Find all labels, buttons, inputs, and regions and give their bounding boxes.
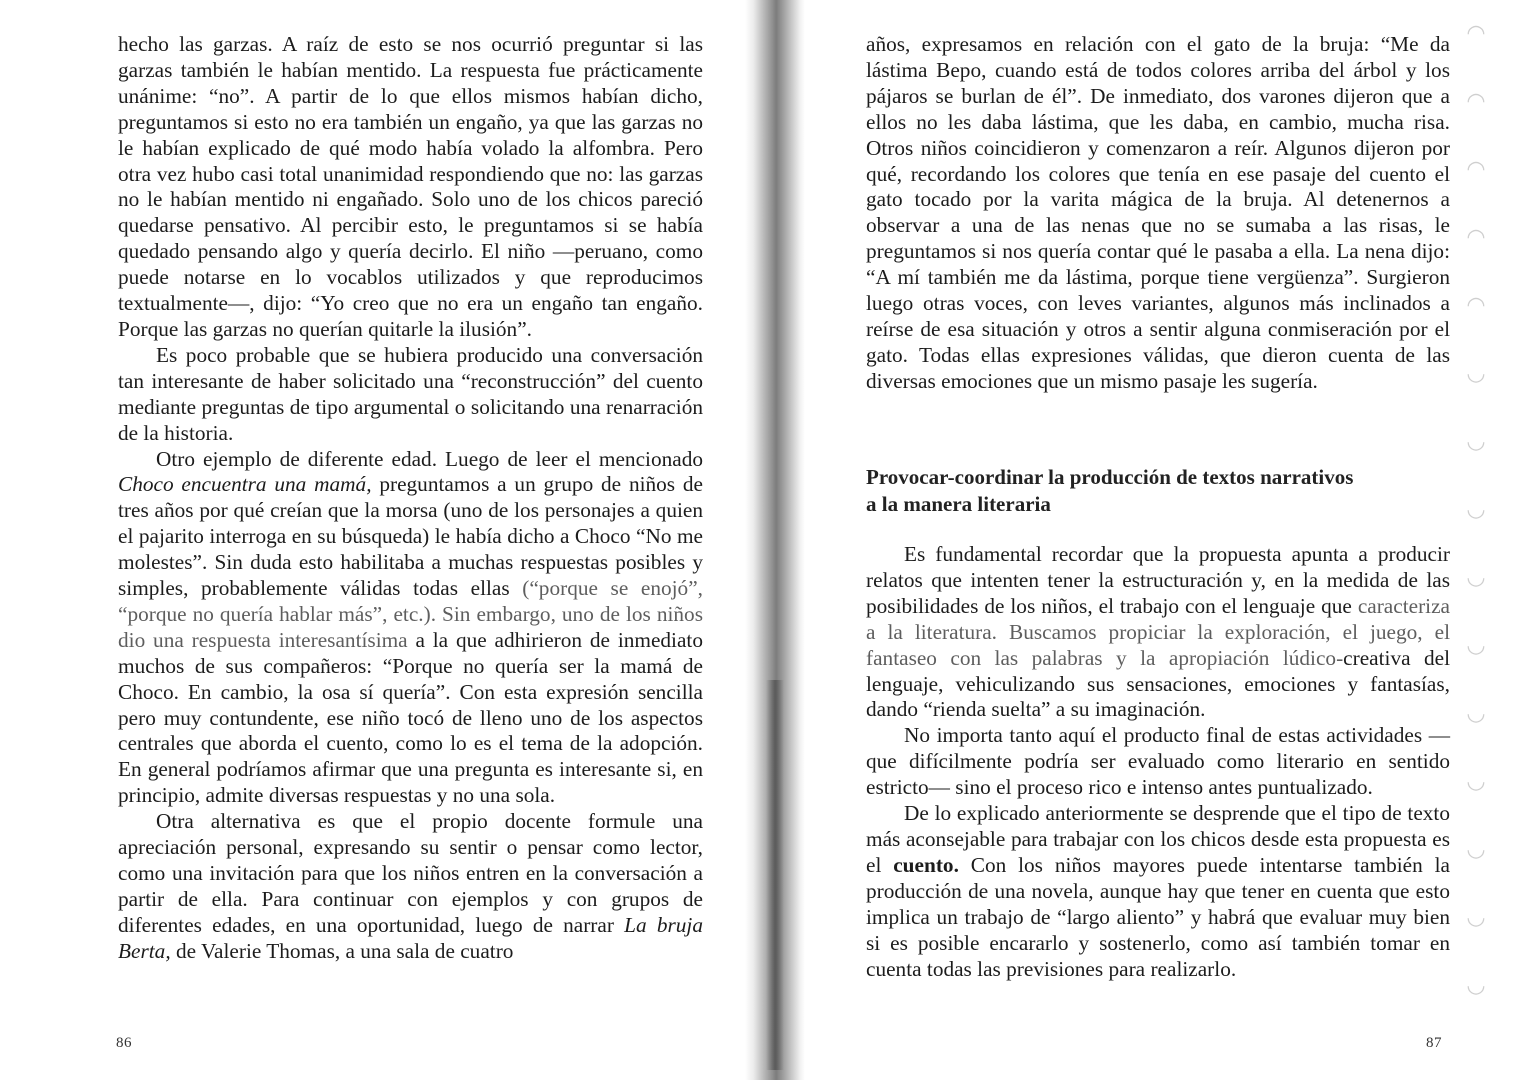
text-run: Con los niños mayores puede intentarse también la producción de una novela, aunque hay que tener en cuenta que esto implica un trabajo de “largo aliento” y habrá que evaluar muy bien si es posible encararlo y sostenerlo, como así también tomar en cuenta todas las previsiones para realizarlo. xyxy=(866,852,1450,981)
text-run: a la que adhirieron de inmediato muchos de sus compañeros: “Porque no quería ser la mamá de Choco. En cambio, la osa sí quería”. Con esta expresión sencilla pero muy contundente, ese niño tocó de lleno uno de los aspectos centrales que aborda el cuento, como lo es el tema de la adopción. En general podríamos afirmar que una pregunta es interesante si, en principio, admite diversas respuestas y no una sola. xyxy=(118,627,703,808)
text-run: preguntamos a un grupo de niños de tres años por qué creían que la morsa (uno de los personajes a quien el pajarito interroga en su búsqueda) le había dicho a Choco “No me molestes”. Sin duda esto habilitaba a muchas respuestas posibles y simples, probablemente válidas todas ellas xyxy=(118,472,703,601)
page-number: 86 xyxy=(116,1035,132,1051)
text-run: Otro ejemplo de diferente edad. Luego de leer el mencionado xyxy=(156,446,703,471)
paragraph xyxy=(866,801,1450,982)
paragraph: hecho las garzas. A raíz de esto se nos ocurrió preguntar si las garzas también le habían mentido. La respuesta fue prácticamente unánime: “no”. A partir de lo que ellos mismos habían dicho, preguntamos si esto no era también un engaño, ya que las garzas no le habían explicado de qué modo había volado la alfombra. Pero otra vez hubo casi total unanimidad respondiendo que no: las garzas no le habían mentido ni engañado. Solo uno de los chicos pareció quedarse pensativo. Al percibir esto, le preguntamos si se había quedado pensando algo y quería decirlo. El niño —peruano, como puede notarse en lo vocablos utilizados y que reproducimos textualmente—, dijo: “Yo creo que no era un engaño tan engaño. Porque las garzas no querían quitarle la ilusión”. xyxy=(118,32,703,341)
binding-hole-mark: ◡ xyxy=(1466,905,1486,930)
section-heading-line: Provocar-coordinar la producción de textos narrativos xyxy=(866,465,1354,489)
text-run: creativa del lenguaje, vehiculizando sus sensaciones, emociones y fantasías, dando “rienda suelta” a su imaginación. xyxy=(866,645,1451,722)
text-run-faded: (“porque se enojó”, “porque no quería hablar más”, etc.). Sin embargo, uno de los niños dio una respuesta interesantísima xyxy=(118,576,703,652)
right-page-top-body xyxy=(866,32,1450,395)
left-page xyxy=(0,0,745,1080)
right-page xyxy=(800,0,1526,1080)
paragraph xyxy=(866,542,1450,723)
page-edge-marks xyxy=(1466,0,1486,1080)
binding-hole-mark: ◡ xyxy=(1466,565,1486,590)
paragraph: Es poco probable que se hubiera producido una conversación tan interesante de haber solicitado una “reconstrucción” del cuento mediante preguntas de tipo argumental o solicitando una renarración de la historia. xyxy=(118,342,703,445)
binding-hole-mark: ◡ xyxy=(1466,361,1486,386)
binding-hole-mark: ◡ xyxy=(1466,837,1486,862)
paragraph xyxy=(118,447,703,810)
book-title: La bruja Berta, xyxy=(118,912,703,963)
binding-hole-mark: ◡ xyxy=(1466,497,1486,522)
binding-hole-mark: ◡ xyxy=(1466,633,1486,658)
text-run-faded: caracteriza a la literatura. Buscamos propiciar la exploración, el juego, el fantaseo con las palabras y la apropiación lúdico- xyxy=(866,593,1450,670)
paragraph xyxy=(118,809,703,964)
section-heading xyxy=(866,464,1450,518)
paragraph: años, expresamos en relación con el gato de la bruja: “Me da lástima Bepo, cuando está de todos colores arriba del árbol y los pájaros se burlan de él”. De inmediato, dos varones dijeron que a ellos no les daba lástima, que les daba, en cambio, mucha risa. Otros niños coincidieron y comenzaron a reír. Algunos dijeron por qué, recordando los colores que tenía en ese pasaje del cuento el gato tocado por la varita mágica de la bruja. Al detenernos a observar a una de las nenas que no se sumaba a las risas, le preguntamos si nos quería contar qué le pasaba a ella. La nena dijo: “A mí también me da lástima, porque tiene vergüenza”. Surgieron luego otras voces, con leves variantes, algunos más inclinados a reírse de esa situación y otros a sentir alguna conmiseración por el gato. Todas ellas expresiones válidas, que dieron cuenta de las diversas emociones que un mismo pasaje les sugería. xyxy=(866,32,1450,393)
page-number: 87 xyxy=(1426,1035,1442,1051)
paragraph: No importa tanto aquí el producto final de estas actividades —que difícilmente podría ser evaluado como literario en sentido estricto— sino el proceso rico e intenso antes puntualizado. xyxy=(866,723,1450,800)
text-run: Otra alternativa es que el propio docente formule una apreciación personal, expresando su sentir o pensar como lector, como una invitación para que los niños entren en la conversación a partir de ella. Para continuar con ejemplos y con grupos de diferentes edades, en una oportunidad, luego de narrar xyxy=(118,809,703,937)
gutter-shadow xyxy=(766,680,784,1070)
text-run: De lo explicado anteriormente se desprende que el tipo de texto más aconsejable para trabajar con los chicos desde esta propuesta es el xyxy=(866,801,1450,877)
right-page-body xyxy=(866,542,1450,982)
text-run: de Valerie Thomas, a una sala de cuatro xyxy=(170,938,514,963)
book-title: Choco encuentra una mamá, xyxy=(118,472,372,497)
binding-hole-mark: ◡ xyxy=(1466,769,1486,794)
left-page-body xyxy=(118,32,703,965)
binding-hole-mark: ◡ xyxy=(1466,701,1486,726)
binding-hole-mark: ◠ xyxy=(1466,225,1486,250)
binding-hole-mark: ◡ xyxy=(1466,429,1486,454)
binding-hole-mark: ◡ xyxy=(1466,973,1486,998)
text-run: Es fundamental recordar que la propuesta apunta a producir relatos que intenten tener la estructuración y, en la medida de las posibilidades de los niños, el trabajo con el lenguaje que xyxy=(866,542,1450,618)
binding-hole-mark: ◠ xyxy=(1466,89,1486,114)
binding-hole-mark: ◠ xyxy=(1466,293,1486,318)
binding-hole-mark: ◠ xyxy=(1466,21,1486,46)
emphasized-word: cuento. xyxy=(893,852,959,877)
section-heading-line: a la manera literaria xyxy=(866,492,1051,516)
binding-hole-mark: ◠ xyxy=(1466,157,1486,182)
